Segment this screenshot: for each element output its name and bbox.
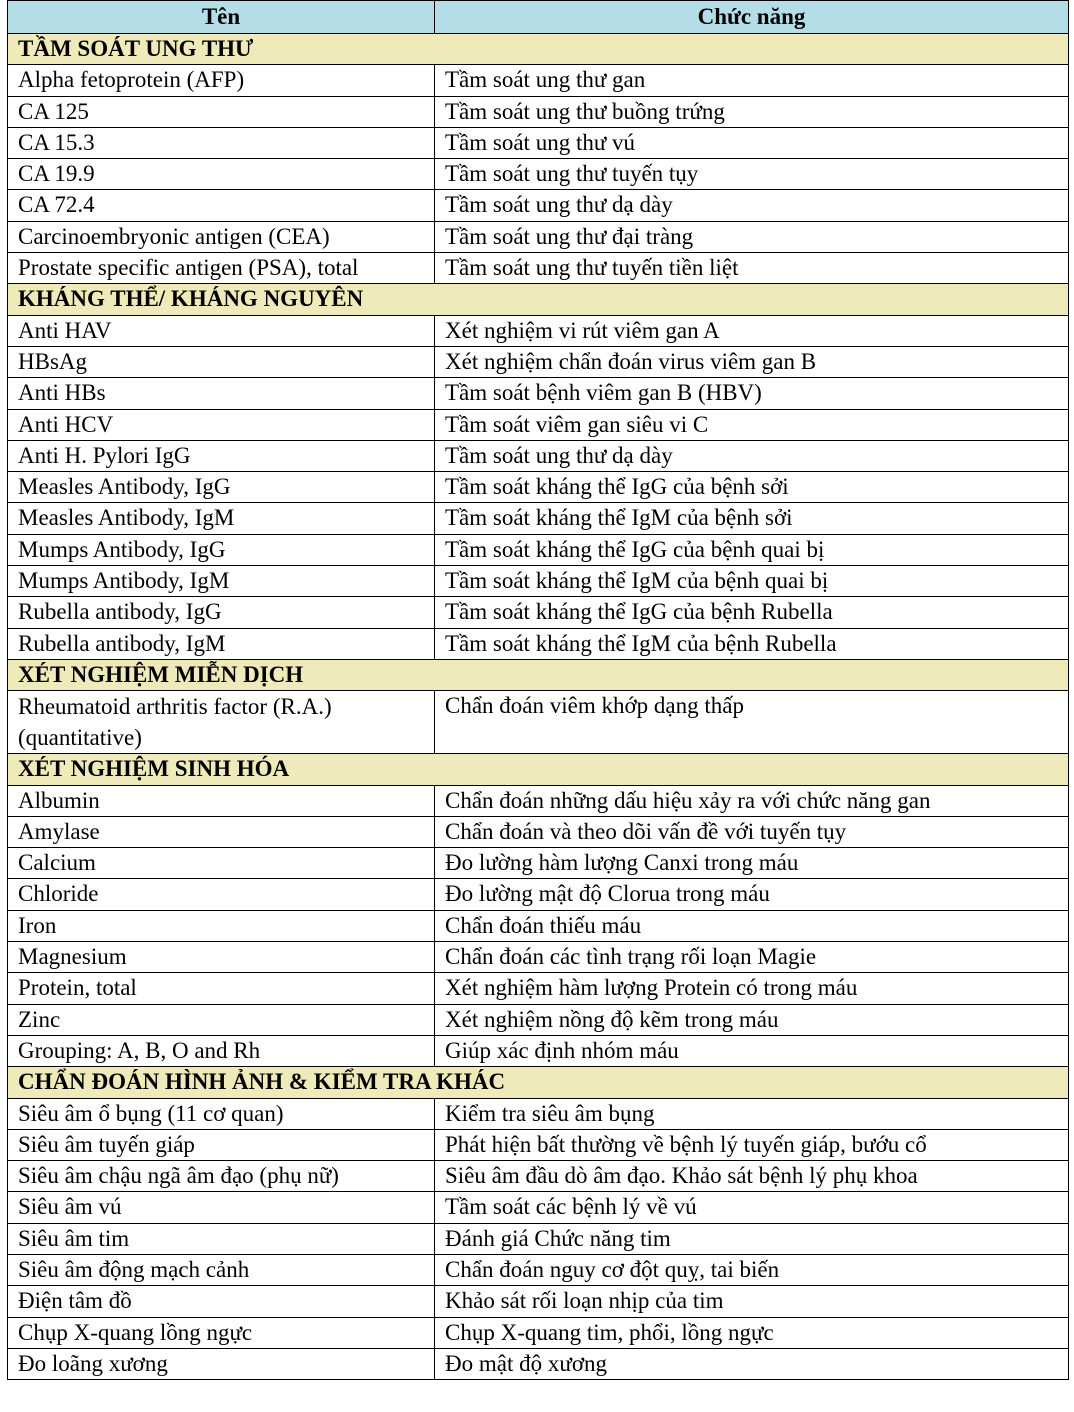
header-function: Chức năng [435, 1, 1069, 34]
test-function-cell: Chẩn đoán những dấu hiệu xảy ra với chức năng gan [435, 785, 1069, 816]
test-name-cell: CA 19.9 [8, 159, 435, 190]
test-name-cell: Anti HBs [8, 378, 435, 409]
section-header-row [8, 659, 1069, 690]
table-row [8, 910, 1069, 941]
test-name-cell: Carcinoembryonic antigen (CEA) [8, 221, 435, 252]
table-row [8, 1098, 1069, 1129]
test-function-cell: Xét nghiệm nồng độ kẽm trong máu [435, 1004, 1069, 1035]
test-name-cell: Measles Antibody, IgG [8, 472, 435, 503]
test-name-cell: Siêu âm tuyến giáp [8, 1129, 435, 1160]
table-row [8, 1348, 1069, 1379]
test-function-cell: Đo lường hàm lượng Canxi trong máu [435, 848, 1069, 879]
test-name-cell: Siêu âm chậu ngã âm đạo (phụ nữ) [8, 1161, 435, 1192]
test-name-cell: Siêu âm vú [8, 1192, 435, 1223]
section-title: CHẨN ĐOÁN HÌNH ẢNH & KIỂM TRA KHÁC [8, 1067, 1069, 1098]
table-row [8, 597, 1069, 628]
test-name-cell: Zinc [8, 1004, 435, 1035]
test-name-cell: Iron [8, 910, 435, 941]
test-function-cell: Tầm soát bệnh viêm gan B (HBV) [435, 378, 1069, 409]
table-row [8, 503, 1069, 534]
table-row [8, 566, 1069, 597]
test-table [7, 0, 1069, 1380]
test-function-cell: Phát hiện bất thường về bệnh lý tuyến giáp, bướu cổ [435, 1129, 1069, 1160]
test-name-cell: Chloride [8, 879, 435, 910]
test-function-cell: Tầm soát kháng thể IgM của bệnh quai bị [435, 566, 1069, 597]
test-function-cell: Chẩn đoán các tình trạng rối loạn Magie [435, 942, 1069, 973]
table-row [8, 785, 1069, 816]
test-function-cell: Xét nghiệm vi rút viêm gan A [435, 315, 1069, 346]
test-name-cell: Mumps Antibody, IgG [8, 534, 435, 565]
test-function-cell: Khảo sát rối loạn nhịp của tim [435, 1286, 1069, 1317]
table-row [8, 848, 1069, 879]
test-name-cell: Anti HCV [8, 409, 435, 440]
table-row [8, 1254, 1069, 1285]
test-name-cell: Chụp X-quang lồng ngực [8, 1317, 435, 1348]
test-name-cell: Siêu âm động mạch cảnh [8, 1254, 435, 1285]
section-header-row [8, 1067, 1069, 1098]
table-row [8, 691, 1069, 754]
section-title: XÉT NGHIỆM MIỄN DỊCH [8, 659, 1069, 690]
table-row [8, 65, 1069, 96]
table-row [8, 127, 1069, 158]
test-function-cell: Chụp X-quang tim, phổi, lồng ngực [435, 1317, 1069, 1348]
table-body [8, 34, 1069, 1380]
section-title: XÉT NGHIỆM SINH HÓA [8, 754, 1069, 785]
section-title: TẦM SOÁT UNG THƯ [8, 34, 1069, 65]
table-row [8, 315, 1069, 346]
table-row [8, 1129, 1069, 1160]
test-function-cell: Giúp xác định nhóm máu [435, 1035, 1069, 1066]
test-name-cell: Albumin [8, 785, 435, 816]
test-function-cell: Tầm soát viêm gan siêu vi C [435, 409, 1069, 440]
test-name-cell: Protein, total [8, 973, 435, 1004]
test-function-cell: Chẩn đoán thiếu máu [435, 910, 1069, 941]
table-row [8, 221, 1069, 252]
table-row [8, 973, 1069, 1004]
test-function-cell: Tầm soát ung thư tuyến tụy [435, 159, 1069, 190]
test-name-cell: CA 72.4 [8, 190, 435, 221]
test-name-cell: CA 15.3 [8, 127, 435, 158]
test-name-cell: Prostate specific antigen (PSA), total [8, 253, 435, 284]
test-function-cell: Xét nghiệm chẩn đoán virus viêm gan B [435, 346, 1069, 377]
table-row [8, 1161, 1069, 1192]
test-name-cell: Anti H. Pylori IgG [8, 440, 435, 471]
table-row [8, 534, 1069, 565]
test-function-cell: Tầm soát kháng thể IgM của bệnh sởi [435, 503, 1069, 534]
test-name-cell: Alpha fetoprotein (AFP) [8, 65, 435, 96]
test-function-cell: Tầm soát kháng thể IgM của bệnh Rubella [435, 628, 1069, 659]
test-function-cell: Tầm soát ung thư đại tràng [435, 221, 1069, 252]
test-function-cell: Đo lường mật độ Clorua trong máu [435, 879, 1069, 910]
test-name-cell: Measles Antibody, IgM [8, 503, 435, 534]
test-function-cell: Chẩn đoán nguy cơ đột quỵ, tai biến [435, 1254, 1069, 1285]
test-name-cell: Điện tâm đồ [8, 1286, 435, 1317]
test-name-cell: Siêu âm tim [8, 1223, 435, 1254]
table-row [8, 1035, 1069, 1066]
table-row [8, 378, 1069, 409]
test-name-cell: Rubella antibody, IgM [8, 628, 435, 659]
table-row [8, 190, 1069, 221]
test-function-cell: Tầm soát kháng thể IgG của bệnh sởi [435, 472, 1069, 503]
test-function-cell: Tầm soát các bệnh lý về vú [435, 1192, 1069, 1223]
test-function-cell: Chẩn đoán và theo dõi vấn đề với tuyến tụy [435, 816, 1069, 847]
test-name-cell: Mumps Antibody, IgM [8, 566, 435, 597]
test-name-cell: HBsAg [8, 346, 435, 377]
table-row [8, 472, 1069, 503]
test-function-cell: Chẩn đoán viêm khớp dạng thấp [435, 691, 1069, 754]
test-name-cell: Calcium [8, 848, 435, 879]
header-name: Tên [8, 1, 435, 34]
test-name-cell: Siêu âm ổ bụng (11 cơ quan) [8, 1098, 435, 1129]
test-function-cell: Đo mật độ xương [435, 1348, 1069, 1379]
test-name-cell: Amylase [8, 816, 435, 847]
test-name-cell: Magnesium [8, 942, 435, 973]
test-function-cell: Tầm soát ung thư dạ dày [435, 440, 1069, 471]
test-function-cell: Tầm soát ung thư gan [435, 65, 1069, 96]
table-row [8, 816, 1069, 847]
table-row [8, 628, 1069, 659]
table-row [8, 346, 1069, 377]
test-function-cell: Xét nghiệm hàm lượng Protein có trong máu [435, 973, 1069, 1004]
section-header-row [8, 284, 1069, 315]
test-function-cell: Tầm soát kháng thể IgG của bệnh quai bị [435, 534, 1069, 565]
section-header-row [8, 34, 1069, 65]
test-function-cell: Siêu âm đầu dò âm đạo. Khảo sát bệnh lý phụ khoa [435, 1161, 1069, 1192]
table-row [8, 1286, 1069, 1317]
test-name-cell: Rubella antibody, IgG [8, 597, 435, 628]
table-row [8, 1317, 1069, 1348]
table-row [8, 409, 1069, 440]
test-function-cell: Tầm soát ung thư tuyến tiền liệt [435, 253, 1069, 284]
table-row [8, 253, 1069, 284]
section-title: KHÁNG THỂ/ KHÁNG NGUYÊN [8, 284, 1069, 315]
test-function-cell: Tầm soát ung thư dạ dày [435, 190, 1069, 221]
test-name-cell: Anti HAV [8, 315, 435, 346]
test-function-cell: Tầm soát ung thư buồng trứng [435, 96, 1069, 127]
test-function-cell: Đánh giá Chức năng tim [435, 1223, 1069, 1254]
table-row [8, 879, 1069, 910]
test-name-cell: Grouping: A, B, O and Rh [8, 1035, 435, 1066]
table-row [8, 1192, 1069, 1223]
table-row [8, 1004, 1069, 1035]
test-function-cell: Tầm soát kháng thể IgG của bệnh Rubella [435, 597, 1069, 628]
header-row [8, 1, 1069, 34]
table-row [8, 1223, 1069, 1254]
table-row [8, 942, 1069, 973]
test-function-cell: Tầm soát ung thư vú [435, 127, 1069, 158]
test-name-cell: Rheumatoid arthritis factor (R.A.) (quantitative) [8, 691, 435, 754]
test-function-cell: Kiểm tra siêu âm bụng [435, 1098, 1069, 1129]
table-row [8, 159, 1069, 190]
table-row [8, 440, 1069, 471]
test-name-cell: Đo loãng xương [8, 1348, 435, 1379]
table-row [8, 96, 1069, 127]
section-header-row [8, 754, 1069, 785]
test-name-cell: CA 125 [8, 96, 435, 127]
